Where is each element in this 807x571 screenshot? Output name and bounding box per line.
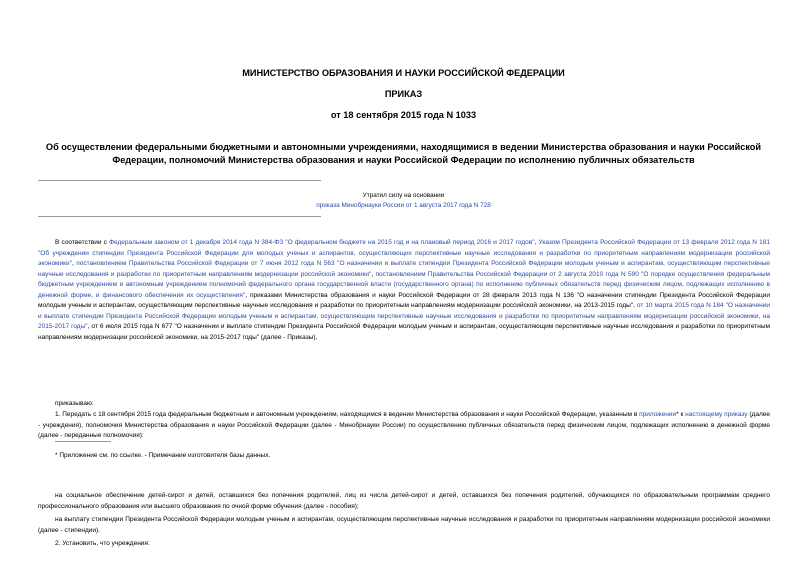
order-date-heading: от 18 сентября 2015 года N 1033 [330, 110, 477, 120]
item-1-paragraph [38, 410, 770, 442]
order-type-heading: ПРИКАЗ [384, 89, 423, 99]
government-resolution-590-link[interactable]: постановлением Правительства Российской Федерации от 2 августа 2010 года N 590 "О порядке осуществления федеральным бюджетным учреждением и автономным учреждением полномочий федерального органа государственной власти (государственного органа) по исполнению публичных обязательств перед физическим лицом, подлежащих исполнению в денежной форме, и финансового обеспечения их осуществления" [38, 270, 770, 299]
president-decree-link[interactable]: Указом Президента Российской Федерации от 13 февраля 2012 года N 181 "Об учреждении стипендии Президента Российской Федерации для молодых ученых и аспирантов, осуществляющих перспективные научные исследования и разработки по приоритетным направлениям модернизации российской экономики" [38, 239, 770, 267]
status-note-link[interactable]: приказа Минобрнауки России от 1 августа 2017 года N 728 [316, 202, 491, 209]
preamble-text: В соответствии с [55, 239, 110, 246]
appendix-link[interactable]: приложении [639, 411, 677, 418]
this-order-link[interactable]: настоящему приказу [685, 411, 748, 418]
status-divider-top [38, 180, 321, 181]
footnote-divider [55, 441, 111, 442]
preamble-paragraph [38, 238, 770, 343]
federal-law-link[interactable]: Федеральным законом от 1 декабря 2014 года N 384-ФЗ "О федеральном бюджете на 2015 год и на плановый период 2016 и 2017 годов" [109, 239, 535, 246]
government-resolution-563-link[interactable]: постановлением Правительства Российской Федерации от 7 июня 2012 года N 563 "О назначении и выплате стипендии Президента Российской Федерации молодым ученым и аспирантам, осуществляющим перспективные научные исследования и разработки по приоритетным направлениям модернизации российской экономики" [38, 260, 770, 278]
order-title: Об осуществлении федеральными бюджетными и автономными учреждениями, находящимися в ведении Министерства образования и науки Российской Федерации, полномочий Министерства образования и науки Российской Федерации по исполнению публичных обязательств [45, 142, 762, 165]
preamble-text: , приказами Министерства образования и науки Российской Федерации от 28 февраля 2013 года N 136 "О назначении стипендии Президента Российской Федерации молодым ученым и аспирантам, осуществляющим перспективные научные исследования и разработки по приоритетным направлениям модернизации российской экономики, на 2013-2015 годы", [38, 291, 770, 309]
preamble-text: , [71, 260, 77, 267]
order-184-link[interactable]: от 10 марта 2015 года N 184 "О назначении и выплате стипендии Президента Российской Федерации молодым ученым и аспирантам, осуществляющим перспективные научные исследования и разработки по приоритетным направлениям модернизации российской экономики, на 2015-2017 годы" [38, 302, 770, 330]
orders-label: приказываю: [55, 400, 94, 407]
status-note [0, 191, 807, 211]
item-1-text: (далее - учреждения), полномочия Министерства образования и науки Российской Федерации (далее - Минобрнауки России) по осуществлению публичных обязательств перед физическим лицом, подлежащих исполнению в денежной форме (далее - переданные полномочия): [38, 411, 770, 439]
item-1-text: * к [676, 411, 686, 418]
position-item-allowances: на социальное обеспечение детей-сирот и детей, оставшихся без попечения родителей, лиц из числа детей-сирот и детей, оставшихся без попечения родителей, обучающихся по образовательным программам среднего профессионального образования или высшего образования по очной форме обучения (далее - пособия); [38, 492, 770, 510]
item-1-text: 1. Передать с 18 сентября 2015 года федеральным бюджетным и автономным учреждениям, находящимся в ведении Министерства образования и науки Российской Федерации, указанным в [55, 411, 640, 418]
preamble-text: , [534, 239, 539, 246]
preamble-text: , от 6 июля 2015 года N 677 "О назначении и выплате стипендии Президента Российской Федерации молодым ученым и аспирантам, осуществляющим перспективные научные исследования и разработки по приоритетным направлениям модернизации российской экономики, на 2015-2017 годы" (далее - Приказы), [38, 323, 770, 341]
item-2-paragraph: 2. Установить, что учреждения: [55, 540, 150, 547]
status-divider-bottom [38, 216, 321, 217]
position-item-stipends: на выплату стипендии Президента Российской Федерации молодым ученым и аспирантам, осуществляющим перспективные научные исследования и разработки по приоритетным направлениям модернизации российской экономики (далее - стипендии). [38, 516, 770, 534]
preamble-text: , [371, 270, 376, 278]
status-note-text: Утратил силу на основании [362, 192, 445, 199]
footnote: * Приложение см. по ссылке. - Примечание изготовителя базы данных. [55, 452, 271, 459]
ministry-heading: МИНИСТЕРСТВО ОБРАЗОВАНИЯ И НАУКИ РОССИЙСКОЙ ФЕДЕРАЦИИ [242, 68, 565, 78]
